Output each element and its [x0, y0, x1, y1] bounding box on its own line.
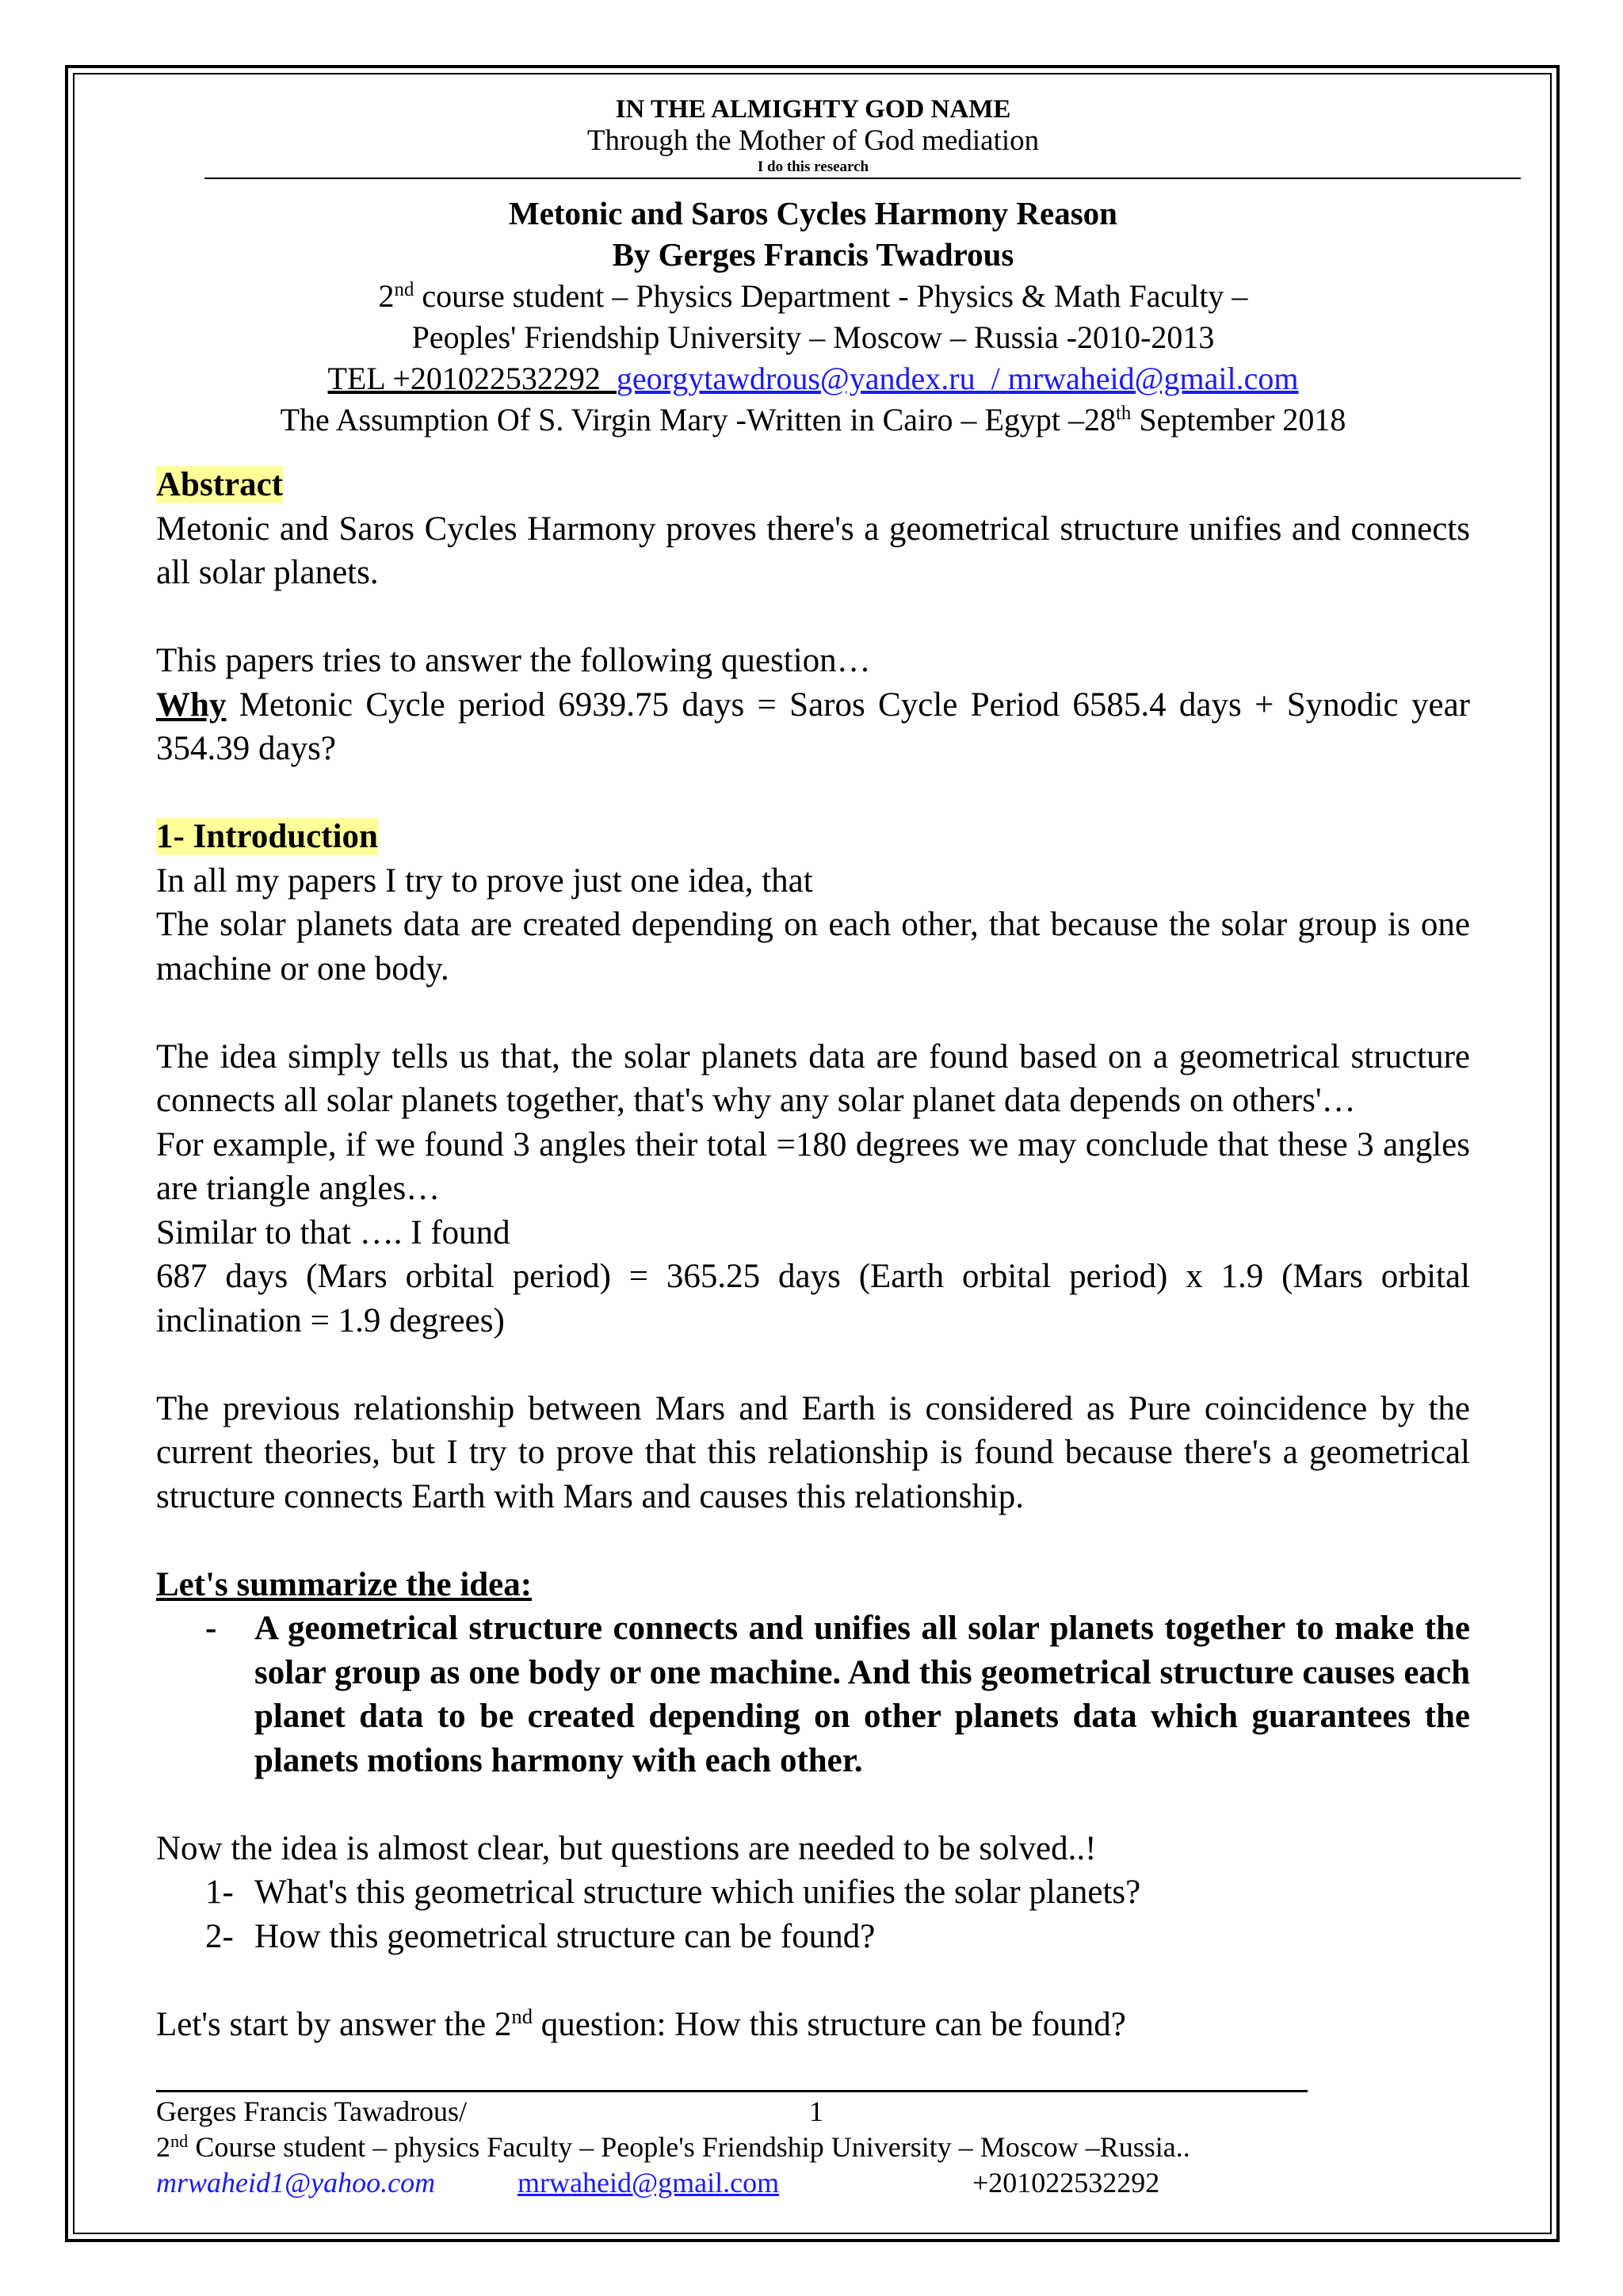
summary-bullet: - A geometrical structure connects and unifies all solar planets together to make the solar group as one body or one machine. And this geometrical structure causes each planet data to be created depending on other planets data which guarantees the planets motions harmony with each other. [205, 1610, 1470, 1779]
page-number: 1 [809, 2095, 823, 2127]
intro-paragraph-7: The previous relationship between Mars and Earth is considered as Pure coincidence by the current theories, but I try to prove that this relationship is found because there's a geometrical structure connects Earth with Mars and causes this relationship. [156, 1389, 1470, 1515]
intro-paragraph-2: The solar planets data are created depending on each other, that because the solar group is one machine or one body. [156, 906, 1470, 988]
email-link-yandex[interactable]: georgytawdrous@yandex.ru [616, 361, 976, 396]
footer-course: 2nd Course student – physics Faculty – People's Friendship University – Moscow –Russia.. [156, 2130, 1190, 2163]
abstract-question: Why Metonic Cycle period 6939.75 days = Saros Cycle Period 6585.4 days + Synodic year 354.39 days? [156, 686, 1470, 767]
question-item: 1- What's this geometrical structure which unifies the solar planets? [205, 1874, 1141, 1911]
abstract-heading: Abstract [156, 466, 284, 503]
footer-email-yahoo[interactable]: mrwaheid1@yahoo.com [156, 2167, 436, 2199]
research-note: I do this research [757, 159, 869, 175]
intro-paragraph-6: 687 days (Mars orbital period) = 365.25 days (Earth orbital period) x 1.9 (Mars orbital inclination = 1.9 degrees) [156, 1258, 1470, 1339]
author-contact [156, 358, 1470, 399]
header-rule [204, 178, 1521, 179]
introduction-heading: 1- Introduction [156, 818, 378, 855]
body-text [156, 463, 1470, 2046]
email-link-gmail[interactable]: mrwaheid@gmail.com [1007, 361, 1299, 396]
dedication-heading: IN THE ALMIGHTY GOD NAME [615, 95, 1011, 124]
intro-paragraph-1: In all my papers I try to prove just one idea, that [156, 861, 813, 900]
summary-heading: Let's summarize the idea: [156, 1565, 533, 1603]
abstract-text: Metonic and Saros Cycles Harmony proves there's a geometrical structure unifies and connects all solar planets. [156, 510, 1470, 591]
footer-author: Gerges Francis Tawadrous/ [156, 2095, 468, 2127]
questions-list [156, 1870, 1470, 1958]
email-separator: / [991, 361, 1000, 396]
abstract-question-intro: This papers tries to answer the following question… [156, 642, 871, 679]
paper-author: By Gerges Francis Twadrous [612, 236, 1014, 273]
footer-rule [156, 2090, 1308, 2092]
intro-paragraph-5: Similar to that …. I found [156, 1213, 510, 1251]
footer-phone: +201022532292 [972, 2167, 1160, 2199]
page-footer [156, 2094, 1470, 2201]
question-item: 2- How this geometrical structure can be found? [205, 1917, 876, 1955]
dedication-subheading: Through the Mother of God mediation [586, 124, 1040, 157]
intro-paragraph-4: For example, if we found 3 angles their total =180 degrees we may conclude that these 3 angles are triangle angles… [156, 1125, 1470, 1207]
author-university: Peoples' Friendship University – Moscow – Russia -2010-2013 [411, 319, 1215, 355]
summary-bullet-list [156, 1606, 1470, 1782]
intro-paragraph-3: The idea simply tells us that, the solar planets data are found based on a geometrical structure connects all solar planets together, that's why any solar planet data depends on others'… [156, 1037, 1470, 1119]
paper-title: Metonic and Saros Cycles Harmony Reason [509, 195, 1117, 231]
start-sentence: Let's start by answer the 2nd question: How this structure can be found? [156, 2004, 1126, 2043]
telephone: TEL +201022532292 [327, 361, 601, 396]
written-date: The Assumption Of S. Virgin Mary -Written in Cairo – Egypt –28th September 2018 [280, 402, 1346, 437]
questions-intro: Now the idea is almost clear, but questions are needed to be solved..! [156, 1829, 1097, 1867]
author-course: 2nd course student – Physics Department - Physics & Math Faculty – [378, 278, 1248, 314]
footer-email-gmail[interactable]: mrwaheid@gmail.com [517, 2167, 780, 2199]
